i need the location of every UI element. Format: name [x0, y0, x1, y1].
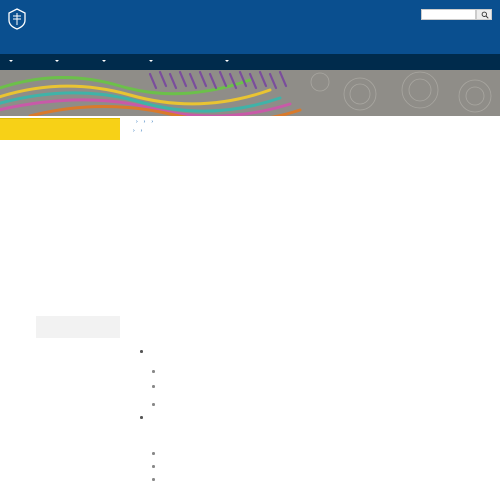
decorative-banner	[0, 70, 500, 116]
chevron-down-icon	[149, 60, 153, 62]
bullet-icon	[152, 385, 155, 388]
nav-about-us[interactable]	[6, 58, 13, 65]
chevron-down-icon	[55, 60, 59, 62]
chevron-down-icon	[225, 60, 229, 62]
nav-careers[interactable]	[99, 58, 106, 65]
search-button[interactable]	[476, 9, 492, 20]
banner-artwork	[0, 70, 500, 116]
sidebar-heading[interactable]	[0, 118, 120, 140]
chevron-down-icon	[102, 60, 106, 62]
search-input[interactable]	[421, 9, 476, 20]
site-header	[0, 0, 500, 54]
bullet-icon	[152, 465, 155, 468]
bullet-icon	[140, 350, 143, 353]
nav-contact-us[interactable]	[222, 58, 229, 65]
chevron-down-icon	[9, 60, 13, 62]
bullet-icon	[152, 370, 155, 373]
nav-news[interactable]	[146, 58, 153, 65]
queensland-coat-of-arms-icon[interactable]	[6, 8, 28, 30]
bullet-icon	[140, 416, 143, 419]
sidebar-current-highlight	[36, 316, 120, 338]
bullet-icon	[152, 403, 155, 406]
nav-our-work[interactable]	[52, 58, 59, 65]
breadcrumb: › › ›	[136, 119, 154, 125]
bullet-icon	[152, 452, 155, 455]
bullet-icon	[152, 478, 155, 481]
breadcrumb-line-2: › ›	[133, 128, 143, 134]
main-navigation	[0, 54, 500, 70]
search-icon	[481, 11, 489, 19]
